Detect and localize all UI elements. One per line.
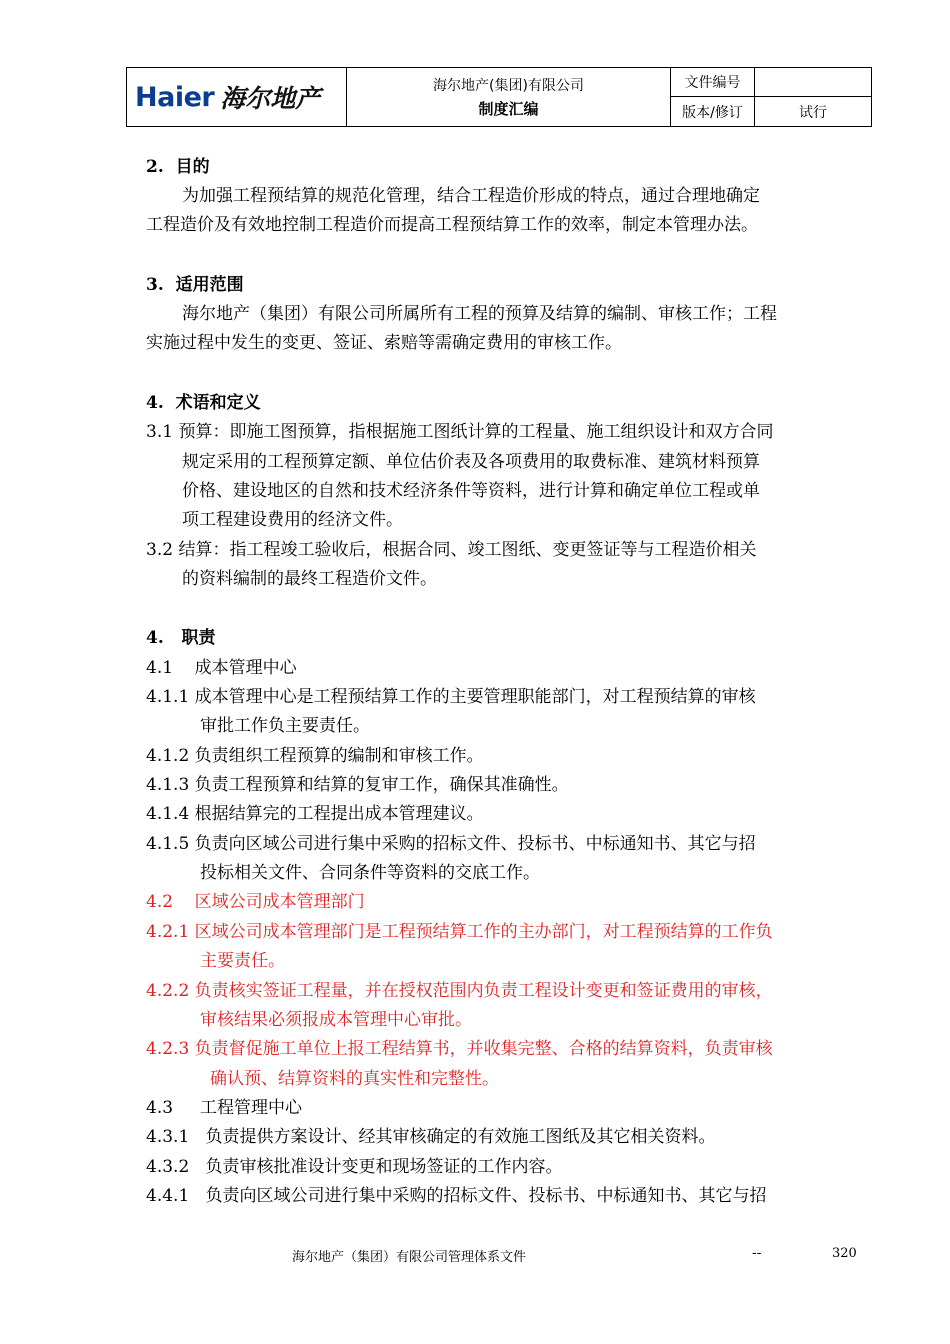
paragraph-line: 项工程建设费用的经济文件。 bbox=[182, 510, 403, 530]
version-value: 试行 bbox=[799, 104, 827, 121]
paragraph-line: 3.1 预算：即施工图预算，指根据施工图纸计算的工程量、施工组织设计和双方合同 bbox=[146, 422, 774, 442]
paragraph-line-red: 4.2.1 区域公司成本管理部门是工程预结算工作的主办部门，对工程预结算的工作负 bbox=[146, 922, 773, 942]
haier-realestate-logo-cn: 海尔地产 bbox=[220, 84, 321, 113]
paragraph-line: 4.1.2 负责组织工程预算的编制和审核工作。 bbox=[146, 746, 484, 766]
paragraph-line: 工程造价及有效地控制工程造价而提高工程预结算工作的效率，制定本管理办法。 bbox=[146, 215, 758, 235]
subsection-heading: 4.1 成本管理中心 bbox=[146, 658, 297, 678]
paragraph-line: 4.3.2 负责审核批准设计变更和现场签证的工作内容。 bbox=[146, 1157, 563, 1177]
paragraph-line: 的资料编制的最终工程造价文件。 bbox=[182, 569, 437, 589]
subsection-heading: 4.3 工程管理中心 bbox=[146, 1098, 303, 1118]
paragraph-line: 规定采用的工程预算定额、单位估价表及各项费用的取费标准、建筑材料预算 bbox=[182, 452, 760, 472]
paragraph-line: 4.1.5 负责向区域公司进行集中采购的招标文件、投标书、中标通知书、其它与招 bbox=[146, 834, 756, 854]
file-number-value bbox=[755, 68, 871, 97]
paragraph-line-red: 4.2.2 负责核实签证工程量，并在授权范围内负责工程设计变更和签证费用的审核， bbox=[146, 981, 773, 1001]
paragraph-line: 实施过程中发生的变更、签证、索赔等需确定费用的审核工作。 bbox=[146, 333, 622, 353]
paragraph-line: 审批工作负主要责任。 bbox=[200, 716, 370, 736]
paragraph-line: 3.2 结算：指工程竣工验收后，根据合同、竣工图纸、变更签证等与工程造价相关 bbox=[146, 540, 757, 560]
document-header-table bbox=[126, 67, 872, 127]
paragraph-line-red: 审核结果必须报成本管理中心审批。 bbox=[200, 1010, 472, 1030]
section-heading-purpose: 2. 目的 bbox=[146, 157, 210, 177]
footer-dash: -- bbox=[752, 1246, 762, 1261]
version-label: 版本/修订 bbox=[671, 97, 755, 126]
section-heading-terms: 4. 术语和定义 bbox=[146, 393, 261, 413]
paragraph-line: 投标相关文件、合同条件等资料的交底工作。 bbox=[200, 863, 540, 883]
paragraph-line: 4.3.1 负责提供方案设计、经其审核确定的有效施工图纸及其它相关资料。 bbox=[146, 1127, 716, 1147]
paragraph-line-red: 4.2.3 负责督促施工单位上报工程结算书，并收集完整、合格的结算资料，负责审核 bbox=[146, 1039, 773, 1059]
paragraph-line: 4.4.1 负责向区域公司进行集中采购的招标文件、投标书、中标通知书、其它与招 bbox=[146, 1186, 767, 1206]
paragraph-line: 价格、建设地区的自然和技术经济条件等资料，进行计算和确定单位工程或单 bbox=[182, 481, 760, 501]
haier-logo: Haier bbox=[135, 81, 215, 113]
section-heading-scope: 3. 适用范围 bbox=[146, 275, 244, 295]
header-info-cell bbox=[671, 68, 871, 126]
header-title-cell bbox=[347, 68, 671, 126]
footer-text: 海尔地产（集团）有限公司管理体系文件 bbox=[292, 1250, 527, 1265]
paragraph-line: 4.1.3 负责工程预算和结算的复审工作，确保其准确性。 bbox=[146, 775, 569, 795]
subsection-heading-red: 4.2 区域公司成本管理部门 bbox=[146, 892, 365, 912]
paragraph-line: 海尔地产（集团）有限公司所属所有工程的预算及结算的编制、审核工作；工程 bbox=[182, 304, 777, 324]
paragraph-line: 4.1.1 成本管理中心是工程预结算工作的主要管理职能部门，对工程预结算的审核 bbox=[146, 687, 756, 707]
paragraph-line: 4.1.4 根据结算完的工程提出成本管理建议。 bbox=[146, 804, 484, 824]
page-number: 320 bbox=[832, 1246, 857, 1261]
paragraph-line-red: 主要责任。 bbox=[200, 951, 285, 971]
logo-cell bbox=[127, 68, 347, 126]
company-name: 海尔地产(集团)有限公司 bbox=[433, 78, 584, 94]
paragraph-line: 为加强工程预结算的规范化管理，结合工程造价形成的特点，通过合理地确定 bbox=[182, 186, 760, 206]
section-heading-duties: 4. 职责 bbox=[146, 628, 216, 648]
document-title: 制度汇编 bbox=[478, 100, 539, 118]
file-number-label: 文件编号 bbox=[671, 68, 755, 97]
paragraph-line-red: 确认预、结算资料的真实性和完整性。 bbox=[210, 1069, 499, 1089]
